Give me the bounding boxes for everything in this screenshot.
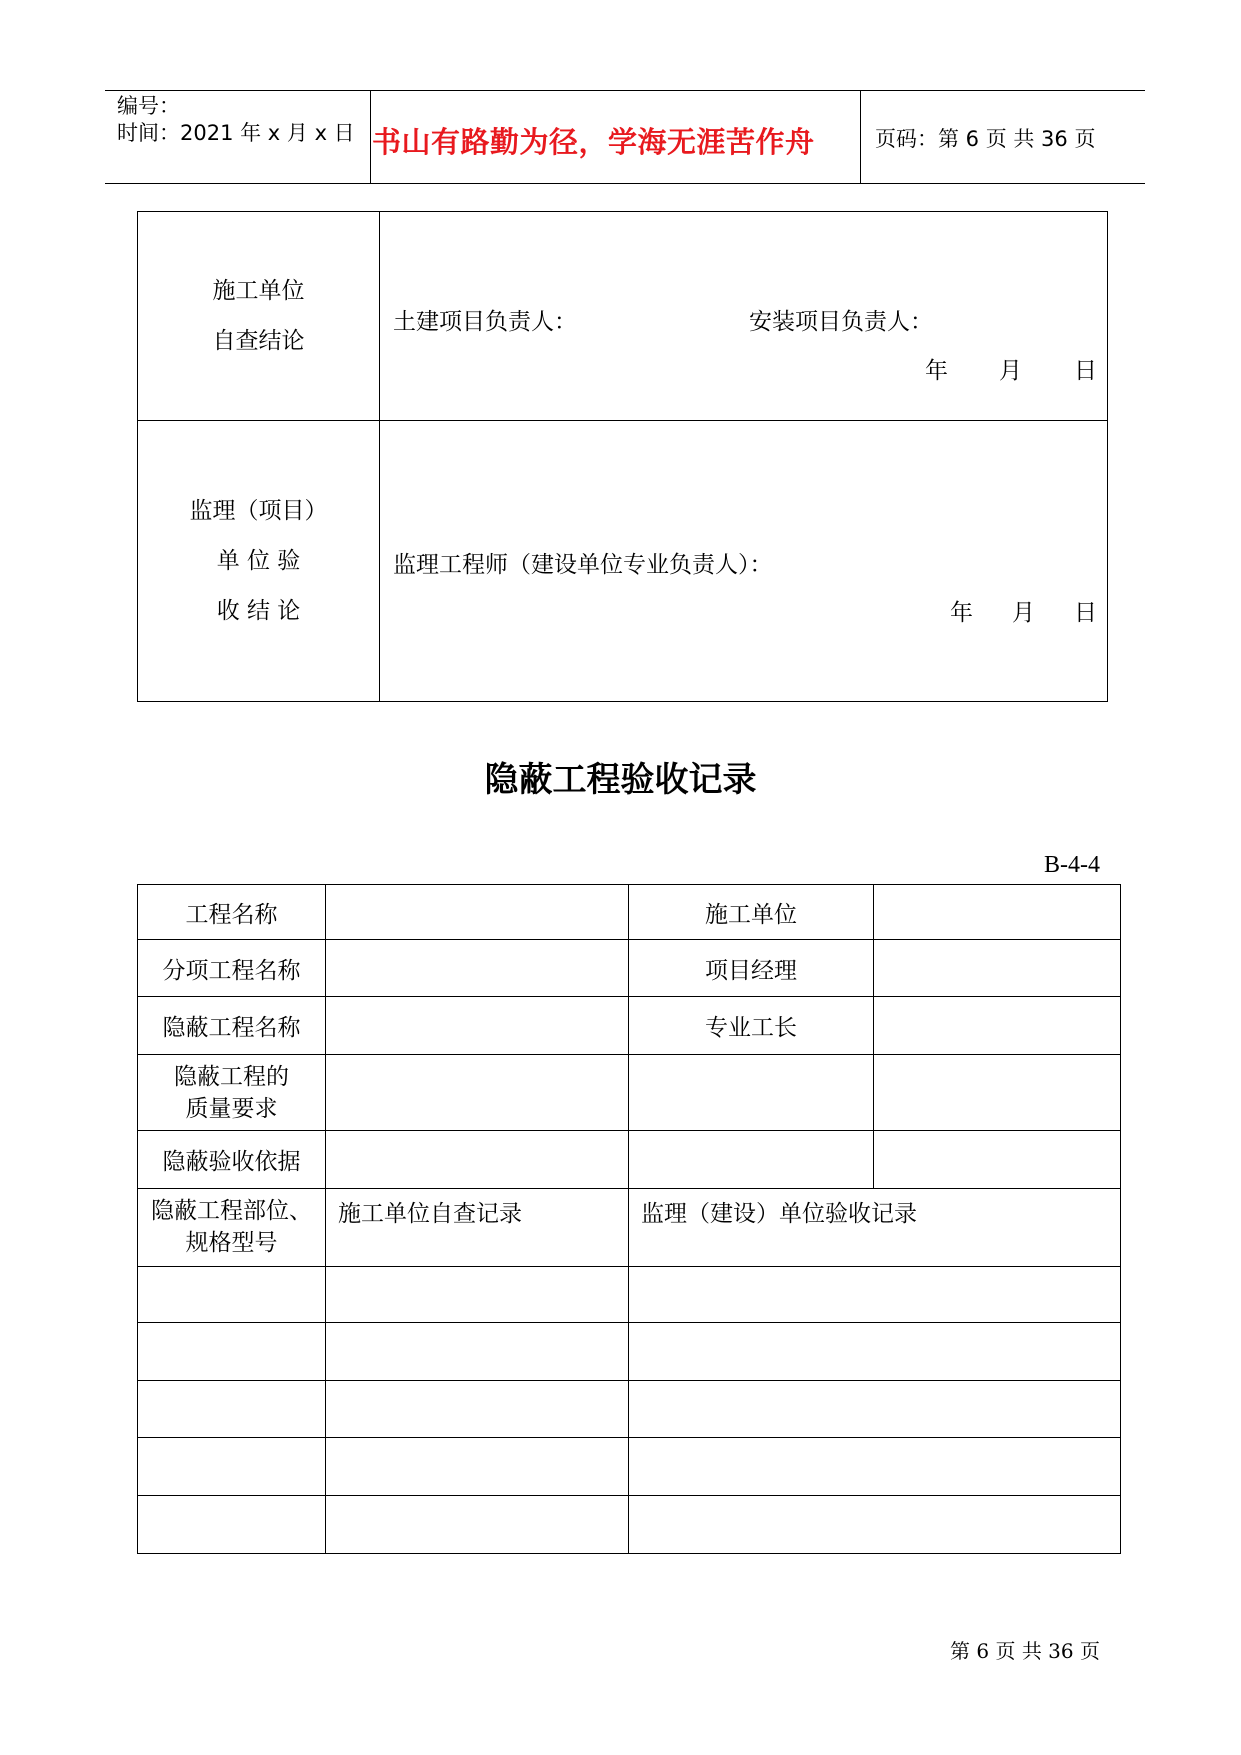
header-bottom-rule xyxy=(105,183,1145,184)
acceptance-basis-field-3[interactable] xyxy=(874,1131,1121,1189)
document-title: 隐蔽工程验收记录 xyxy=(484,760,757,800)
supervision-label-line2: 单 位 验 xyxy=(216,548,301,574)
header-divider-right xyxy=(860,90,861,184)
quality-req-line2: 质量要求 xyxy=(185,1095,278,1122)
concealed-works-record-table xyxy=(137,884,1121,1554)
construction-unit-field[interactable] xyxy=(874,885,1121,940)
location-line2: 规格型号 xyxy=(185,1230,278,1256)
supervision-cell[interactable] xyxy=(629,1496,1121,1554)
concealed-name-label: 隐蔽工程名称 xyxy=(138,997,326,1055)
quality-requirement-label xyxy=(138,1055,326,1131)
supervision-conclusion-cell[interactable] xyxy=(380,421,1108,702)
supervision-cell[interactable] xyxy=(629,1438,1121,1496)
table-row xyxy=(138,1381,1121,1438)
quality-requirement-field-2[interactable] xyxy=(629,1055,874,1131)
table-row xyxy=(138,1267,1121,1323)
quality-requirement-field-3[interactable] xyxy=(874,1055,1121,1131)
acceptance-basis-label: 隐蔽验收依据 xyxy=(138,1131,326,1189)
page-info: 页码：第 6 页 共 36 页 xyxy=(875,127,1096,151)
supervision-conclusion-label xyxy=(138,421,380,702)
motto-text: 书山有路勤为径，学海无涯苦作舟 xyxy=(372,125,815,159)
foreman-label: 专业工长 xyxy=(629,997,874,1055)
self-check-cell[interactable] xyxy=(326,1438,629,1496)
location-cell[interactable] xyxy=(138,1381,326,1438)
signoff-table xyxy=(137,211,1108,702)
self-check-conclusion-label xyxy=(138,212,380,421)
supervision-label-line3: 收 结 论 xyxy=(216,598,301,624)
self-check-label-line2: 自查结论 xyxy=(212,328,305,354)
subitem-name-field[interactable] xyxy=(326,940,629,997)
location-spec-label xyxy=(138,1189,326,1267)
date-day-2: 日 xyxy=(1074,600,1097,626)
construction-unit-label: 施工单位 xyxy=(629,885,874,940)
date-year-2: 年 xyxy=(950,600,973,626)
self-check-label-line1: 施工单位 xyxy=(212,278,305,304)
date-day-1: 日 xyxy=(1074,358,1097,384)
table-row xyxy=(138,1438,1121,1496)
self-check-cell[interactable] xyxy=(326,1381,629,1438)
date-year-1: 年 xyxy=(925,358,948,384)
supervision-cell[interactable] xyxy=(629,1267,1121,1323)
header-top-rule xyxy=(105,90,1145,91)
page-footer: 第 6 页 共 36 页 xyxy=(950,1639,1100,1663)
location-cell[interactable] xyxy=(138,1323,326,1381)
project-name-label: 工程名称 xyxy=(138,885,326,940)
civil-manager-label: 土建项目负责人： xyxy=(393,309,577,335)
self-check-cell[interactable] xyxy=(326,1323,629,1381)
self-check-record-header: 施工单位自查记录 xyxy=(326,1189,629,1267)
supervisor-label: 监理工程师（建设单位专业负责人）： xyxy=(393,552,773,578)
install-manager-label: 安装项目负责人： xyxy=(749,309,933,335)
location-cell[interactable] xyxy=(138,1267,326,1323)
form-code: B-4-4 xyxy=(1044,852,1100,878)
project-manager-label: 项目经理 xyxy=(629,940,874,997)
supervision-cell[interactable] xyxy=(629,1323,1121,1381)
quality-requirement-field[interactable] xyxy=(326,1055,629,1131)
supervision-cell[interactable] xyxy=(629,1381,1121,1438)
subitem-name-label: 分项工程名称 xyxy=(138,940,326,997)
project-manager-field[interactable] xyxy=(874,940,1121,997)
quality-req-line1: 隐蔽工程的 xyxy=(174,1063,289,1090)
acceptance-basis-field[interactable] xyxy=(326,1131,629,1189)
serial-label: 编号： xyxy=(117,94,180,118)
time-label: 时间：2021 年 x 月 x 日 xyxy=(117,121,355,145)
date-month-2: 月 xyxy=(1012,600,1035,626)
location-cell[interactable] xyxy=(138,1496,326,1554)
foreman-field[interactable] xyxy=(874,997,1121,1055)
location-cell[interactable] xyxy=(138,1438,326,1496)
header-divider-left xyxy=(370,90,371,184)
concealed-name-field[interactable] xyxy=(326,997,629,1055)
table-row xyxy=(138,1496,1121,1554)
self-check-cell[interactable] xyxy=(326,1496,629,1554)
project-name-field[interactable] xyxy=(326,885,629,940)
date-month-1: 月 xyxy=(999,358,1022,384)
location-line1: 隐蔽工程部位、 xyxy=(151,1198,312,1224)
self-check-conclusion-cell[interactable] xyxy=(380,212,1108,421)
supervision-label-line1: 监理（项目） xyxy=(189,498,328,524)
table-row xyxy=(138,1323,1121,1381)
acceptance-basis-field-2[interactable] xyxy=(629,1131,874,1189)
self-check-cell[interactable] xyxy=(326,1267,629,1323)
supervision-record-header: 监理（建设）单位验收记录 xyxy=(629,1189,1121,1267)
